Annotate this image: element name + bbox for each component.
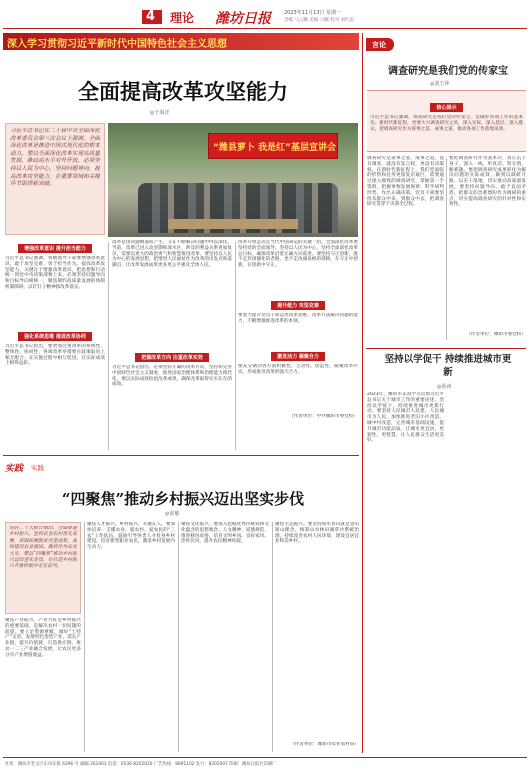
footer-text: 社址：潍坊市奎文区东风东街 6396 号 邮编 261061 电话：0536-8202020 广告热线：8891102 发行：8202007 印刷：潍坊日报社印刷厂: [5, 762, 277, 767]
abstract-box: [367, 90, 526, 152]
col3-text: 改革开放是决定当代中国命运的关键一招。全面深化改革要坚持党的全面领导，坚持以人民为中心，坚持全面深化改革总目标，确保改革沿着正确方向前进。要坚持守正创新，既不走封闭僵化的老路，也不走改旗易帜的邪路，在守正中创新、在创新中守正。: [238, 240, 358, 269]
main-col-2: [112, 240, 232, 452]
second-body: [367, 392, 526, 750]
right-tag: [366, 38, 394, 51]
right-body-col-2: [449, 156, 526, 342]
divider: [235, 242, 236, 450]
second-title: 坚持以学促干 持续推进城市更新: [384, 354, 512, 378]
bottom-col-1: [5, 618, 81, 752]
main-photo: [108, 123, 358, 237]
bottom-col3-text: 聚焦文化振兴。要深入挖掘优秀传统农耕文化蕴含的思想观念、人文精神、道德规范，推进移风易俗，培育文明乡风、良好家风、淳朴民风，提升农民精神风貌。: [181, 522, 269, 545]
paper-name: 潍坊日报: [215, 11, 271, 27]
col3-heading-2: 激发活力 凝聚合力: [238, 352, 358, 361]
col2-heading: 把握改革方向 注重改革实效: [112, 353, 232, 362]
col1-text-2: 习近平总书记指出，要更加注重改革的系统性、整体性、协同性，各项改革举措要在政策取向上相互配合、在实施过程中相互促进、在实际成效上相得益彰。: [5, 344, 105, 367]
divider: [108, 242, 109, 450]
bottom-col2-text: 聚焦人才振兴。乡村振兴，关键在人。要加快培养一支懂农业、爱农村、爱农民的“三农”工作队伍，鼓励引导各类人才投身乡村建设，培育新型职业农民，激发乡村发展内生动力。: [87, 522, 175, 551]
bottom-sidebar-text: 党的二十大报告指出，全面推进乡村振兴。坚持农业农村优先发展，巩固拓展脱贫攻坚成果，加快建设农业强国。潍坊作为农业大市，要以“四聚焦”推动乡村振兴迈出坚实步伐，在打造乡村振兴齐鲁样板中走在前列。: [9, 526, 77, 570]
divider: [362, 33, 363, 753]
photo-banner: [208, 133, 338, 159]
right-title: 调查研究是我们党的传家宝: [388, 66, 508, 77]
lead-text: 习近平总书记在二十届中央全面深化改革委员会第三次会议上强调，全面深化改革是推进中国式现代化的根本动力，要以全面深化改革实现高质量发展、推动高水平对外开放，必须坚持以人民为中心，坚持问题导向，提高改革攻坚能力，在重要领域和关键环节取得新突破。: [10, 128, 100, 188]
col3-text-2: 要充分调动各方面积极性、主动性、创造性，凝聚改革共识，形成推进改革的强大合力。: [238, 364, 358, 375]
divider: [272, 522, 273, 752]
photo-banner-text: “潍县萝卜 我是红”基层宣讲会: [213, 143, 336, 153]
col2-text-1: 改革是由问题倒逼而产生，又在不断解决问题中得以深化。当前，改革已进入攻坚期和深水区，涉及的利益关系更加复杂，需要以更大的政治勇气和智慧推进改革。要坚持以人民为中心的发展思想，把增进人民福祉作为改革的出发点和落脚点，让改革发展成果更多更公平惠及全体人民。: [112, 240, 232, 269]
editor-line: 责编 马云鹏 美编 马鹏 校对 刘红雷: [284, 18, 355, 23]
theme-banner-text: 深入学习贯彻习近平新时代中国特色社会主义思想: [7, 39, 227, 50]
bottom-sidebar: [5, 522, 81, 614]
bottom-separator: [3, 455, 359, 456]
second-body-text: 2023年，潍坊市认真学习贯彻习近平总书记关于城市工作的重要论述，坚持以学促干，持续推进城市更新行动。要坚持人民城市人民建、人民城市为人民，加快推进老旧小区改造、城中村改造，完善城市基础设施，提升城市功能品质，让城市更宜居、更韧性、更智慧，让人民群众生活更美好。: [367, 392, 444, 444]
lead-box: [5, 123, 105, 235]
right-body-text-1: 调查研究是谋事之基、成事之道。没有调查，就没有发言权，更没有决策权。在新时代新征程上，我们党面临的形势和任务更加复杂艰巨，需要通过深入细致的调查研究，掌握第一手资料，把握事物发展规律，科学研判形势，作出正确决策。党员干部要坚持从群众中来、到群众中去，把调查研究贯穿于决策全过程。: [367, 156, 444, 208]
bottom-tag: [5, 460, 60, 476]
abstract-text: 习近平总书记强调，调查研究是我们党的传家宝，是做好各项工作的基本功。新时代新征程，更要大兴调查研究之风，深入实际、深入基层、深入群众，把调查研究作为谋事之基、成事之道，推动各项工作落地见效。: [370, 115, 523, 132]
col1-heading-1: 增强改革意识 提升担当能力: [5, 244, 105, 253]
col2-text-2: 习近平总书记指出，必须坚持正确的改革方向，坚持和完善中国特色社会主义制度，推进国家治理体系和治理能力现代化。要以实际成效检验改革成果，确保改革取得实实在在的成效。: [112, 365, 232, 388]
col3-note: （作者单位：中共潍坊市委党校）: [289, 414, 358, 419]
second-author: ◎孙涛: [437, 384, 452, 390]
right-author: ◎刘玉萍: [430, 81, 450, 87]
main-col-3: [238, 240, 358, 452]
right-body-note: （作者单位：潍坊市委党校）: [466, 332, 526, 337]
main-article-author: ◎于海洋: [150, 110, 170, 116]
bottom-col-2: [87, 522, 175, 752]
col1-heading-2: 强化系统思维 推进改革协同: [5, 332, 105, 341]
right-body-text-2: 要把调查研究作为基本功，真正沉下身子，深入一线，听真话、察实情、解难题。要把调查研究成果转化为解决问题的实际成效，做到以调研开路、以实干落地，切实推动高质量发展。要坚持问题导向，敢于直面矛盾，把群众的急难愁盼作为调研的重点，切实提高调查研究的针对性和实效性。: [449, 156, 526, 208]
main-article-title: 全面提高改革攻坚能力: [78, 79, 288, 104]
section-title: 理论: [170, 11, 195, 25]
divider: [84, 522, 85, 752]
bottom-col-4: [275, 522, 359, 752]
col1-text-1: 习近平总书记强调，各级领导干部要增强改革意识，敢于攻坚克难，勇于担当作为。提高改革攻坚能力，关键在于增强改革意识，把思想和行动统一到党中央决策部署上来。必须坚持问题导向和目标导向相统一，聚焦制约高质量发展的体制机制障碍，以钉钉子精神抓改革落实。: [5, 256, 105, 290]
bottom-tag-prefix: 实践: [5, 464, 24, 474]
bottom-col4-note: （作者单位：潍坊市农业农村局）: [290, 742, 359, 747]
bottom-col1-text: 聚焦产业振兴。产业兴旺是乡村振兴的重要基础，是解决农村一切问题的前提。要立足资源禀赋，做好“土特产”文章，发展特色优势产业，延长产业链，提升价值链，打造供应链，推动一二三产业融合发展，让农民更多分享产业增值收益。: [5, 618, 81, 658]
bottom-article-author: ◎张敏: [165, 511, 180, 517]
bottom-col-3: [181, 522, 269, 752]
page-number: 4: [146, 9, 156, 24]
divider: [178, 522, 179, 752]
right-body-col-1: [367, 156, 444, 342]
divider: [446, 158, 447, 340]
bottom-tag-text: 实践: [31, 464, 44, 472]
masthead-rule: [3, 28, 527, 29]
main-col-1: [5, 240, 105, 452]
col3-heading-1: 提升能力 攻坚克难: [238, 301, 358, 310]
bottom-article-title: “四聚焦”推动乡村振兴迈出坚实步伐: [61, 490, 305, 508]
theme-banner: [3, 33, 359, 50]
abstract-label-wrap: 核心提示: [370, 94, 523, 113]
photo-table: [168, 219, 298, 229]
date-line: 2023年11月13日 星期一: [284, 10, 342, 16]
col3-text-1: 要着力提升党员干部运用改革思维、改革方法解决问题的能力，不断增强推进改革的本领。: [238, 313, 358, 324]
right-separator: [366, 348, 526, 349]
right-tag-text: 言论: [372, 41, 386, 49]
footer-rule: [3, 757, 527, 758]
bottom-col4-text: 聚焦生态振兴。要坚持绿水青山就是金山银山理念，统筹山水林田湖草沙系统治理，持续改善农村人居环境，建设宜居宜业和美乡村。: [275, 522, 359, 545]
